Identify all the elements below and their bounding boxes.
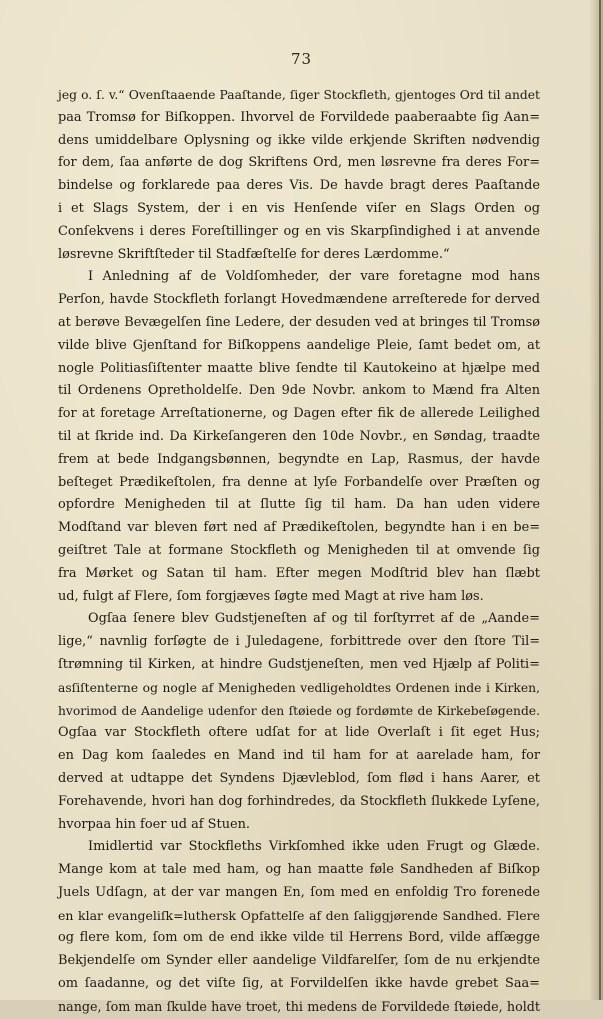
text-line: fra Mørket og Satan til ham. Efter megen Modſtrid blev han ſlæbt — [58, 565, 540, 581]
text-line: hvorimod de Aandelige udenfor den ſtøiede og fordømte de Kirkebeſøgende. — [58, 703, 540, 718]
text-line: Ogſaa var Stockfleth oftere udſat for at lide Overlaſt i ſit eget Hus; — [58, 725, 540, 741]
text-line: I Anledning af de Voldſomheder, der vare foretagne mod hans — [88, 269, 540, 285]
text-line: vilde blive Gjenſtand for Biſkoppens aandelige Pleie, ſamt bedet om, at — [58, 337, 540, 353]
text-line: bindelse og forklarede paa deres Vis. De havde bragt deres Paaſtande — [58, 178, 540, 194]
text-line: hvorpaa hin foer ud af Stuen. — [58, 816, 251, 832]
text-line: Perſon, havde Stockfleth forlangt Hovedmændene arreſterede for derved — [58, 292, 540, 308]
text-line: for at foretage Arreſtationerne, og Dagen efter fik de allerede Leilighed — [58, 406, 540, 422]
text-line: til at ſkride ind. Da Kirkeſangeren den 10de Novbr., en Søndag, traadte — [58, 428, 540, 444]
text-line: asſiſtenterne og nogle af Menigheden vedligeholdtes Ordenen inde i Kirken, — [58, 680, 540, 695]
text-line: paa Tromsø for Biſkoppen. Ihvorvel de Forvildede paaberaabte ſig Aan= — [58, 109, 540, 125]
text-line: lige,“ navnlig forſøgte de i Juledagene, forbittrede over den ſtore Til= — [58, 634, 540, 650]
text-line: Juels Udſagn, at der var mangen En, ſom med en enfoldig Tro forenede — [58, 884, 540, 900]
text-line: Modſtand var bleven ført ned af Prædikeſtolen, begyndte han i en be= — [58, 520, 540, 536]
text-line: beſteget Prædikeſtolen, fra denne at lyſe Forbandelſe over Præſten og — [58, 474, 540, 490]
text-line: for dem, ſaa anførte de dog Skriftens Ord, men løsrevne fra deres For= — [58, 155, 540, 171]
text-line: ſtrømning til Kirken, at hindre Gudstjeneſten, men ved Hjælp af Politi= — [58, 656, 540, 672]
text-line: Mange kom at tale med ham, og han maatte føle Sandheden af Biſkop — [58, 862, 540, 878]
text-line: dens umiddelbare Oplysning og ikke vilde erkjende Skriften nødvendig — [58, 132, 540, 148]
text-line: geiſtret Tale at formane Stockfleth og Menigheden til at omvende ſig — [58, 542, 540, 558]
text-line: ud, fulgt af Flere, ſom forgjæves ſøgte med Magt at rive ham løs. — [58, 588, 484, 604]
text-line: nange, ſom man ſkulde have troet, thi medens de Forvildede ſtøiede, holdt — [58, 998, 540, 1014]
text-line: en klar evangeliſk=luthersk Opfattelſe af den ſaliggjørende Sandhed. Flere — [58, 907, 540, 923]
text-line: til Ordenens Opretholdelſe. Den 9de Novbr. ankom to Mænd fra Alten — [58, 383, 540, 399]
text-line: Bekjendelſe om Synder eller aandelige Vildfarelſer, ſom de nu erkjendte — [58, 953, 540, 969]
page-number: 73 — [290, 50, 313, 68]
page-edge — [599, 0, 601, 1000]
body-text — [58, 84, 540, 1019]
text-line: Ogſaa ſenere blev Gudstjeneſten af og til forſtyrret af de „Aande= — [88, 611, 540, 627]
text-line: i et Slags System, der i en vis Henſende viſer en Slags Orden og — [58, 200, 540, 216]
text-line: opfordre Menigheden til at ſlutte ſig til ham. Da han uden videre — [58, 497, 540, 513]
text-line: en Dag kom ſaaledes en Mand ind til ham for at aarelade ham, for — [58, 748, 540, 764]
text-line: at berøve Bevægelſen ſine Ledere, der desuden ved at bringes til Tromsø — [58, 314, 540, 330]
text-line: frem at bede Indgangsbønnen, begyndte en Lap, Rasmus, der havde — [58, 451, 540, 467]
text-line: Forehavende, hvori han dog forhindredes, da Stockfleth ſlukkede Lyſene, — [58, 793, 540, 809]
text-line: derved at udtappe det Syndens Djævleblod, ſom flød i hans Aarer, et — [58, 770, 540, 786]
text-line: Conſekvens i deres Foreſtillinger og en vis Skarpſindighed i at anvende — [58, 223, 540, 239]
text-line: Imidlertid var Stockfleths Virkſomhed ikke uden Frugt og Glæde. — [88, 839, 540, 855]
text-line: og flere kom, ſom om de end ikke vilde til Herrens Bord, vilde afſægge — [58, 930, 540, 946]
text-line: om ſaadanne, og det viſte ſig, at Forvildelſen ikke havde grebet Saa= — [58, 976, 540, 992]
text-line: jeg o. ſ. v.“ Ovenſtaaende Paaſtande, ſiger Stockfleth, gjentoges Ord til andet — [58, 88, 540, 102]
text-line: løsrevne Skriftſteder til Stadfæſtelſe for deres Lærdomme.“ — [58, 246, 450, 262]
text-line: nogle Politiasſiſtenter maatte blive ſendte til Kautokeino at hjælpe med — [58, 360, 540, 376]
